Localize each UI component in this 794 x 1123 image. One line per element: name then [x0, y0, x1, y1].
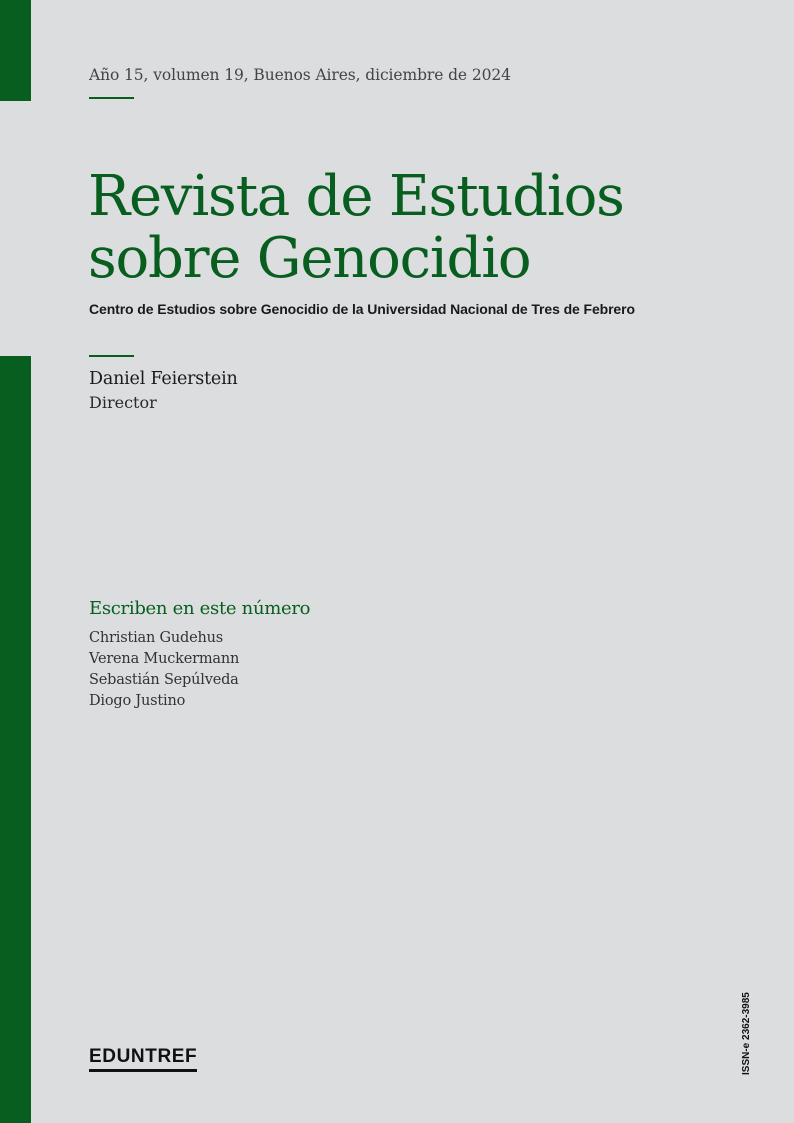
contributor-name: Verena Muckermann — [89, 651, 240, 667]
publisher-logo: EDUNTREF — [89, 1046, 197, 1072]
journal-title — [88, 166, 624, 290]
issn-number: ISSN-e 2362-3985 — [741, 992, 752, 1075]
director-role: Director — [89, 393, 157, 412]
contributor-name: Diogo Justino — [89, 693, 186, 709]
divider-rule — [89, 355, 134, 357]
director-name: Daniel Feierstein — [89, 369, 238, 389]
divider-rule — [89, 97, 134, 99]
contributor-name: Sebastián Sepúlveda — [89, 672, 239, 688]
institution-name: Centro de Estudios sobre Genocidio de la Universidad Nacional de Tres de Febrero — [89, 301, 635, 317]
contributors-heading: Escriben en este número — [89, 598, 311, 619]
issue-info: Año 15, volumen 19, Buenos Aires, diciembre de 2024 — [89, 66, 511, 84]
green-side-bar-bottom — [0, 356, 31, 1123]
journal-title-line-2: sobre Genocidio — [88, 226, 531, 291]
contributor-name: Christian Gudehus — [89, 630, 224, 646]
green-side-bar-top — [0, 0, 31, 101]
contributors-list — [89, 628, 239, 712]
journal-title-line-1: Revista de Estudios — [88, 164, 624, 229]
